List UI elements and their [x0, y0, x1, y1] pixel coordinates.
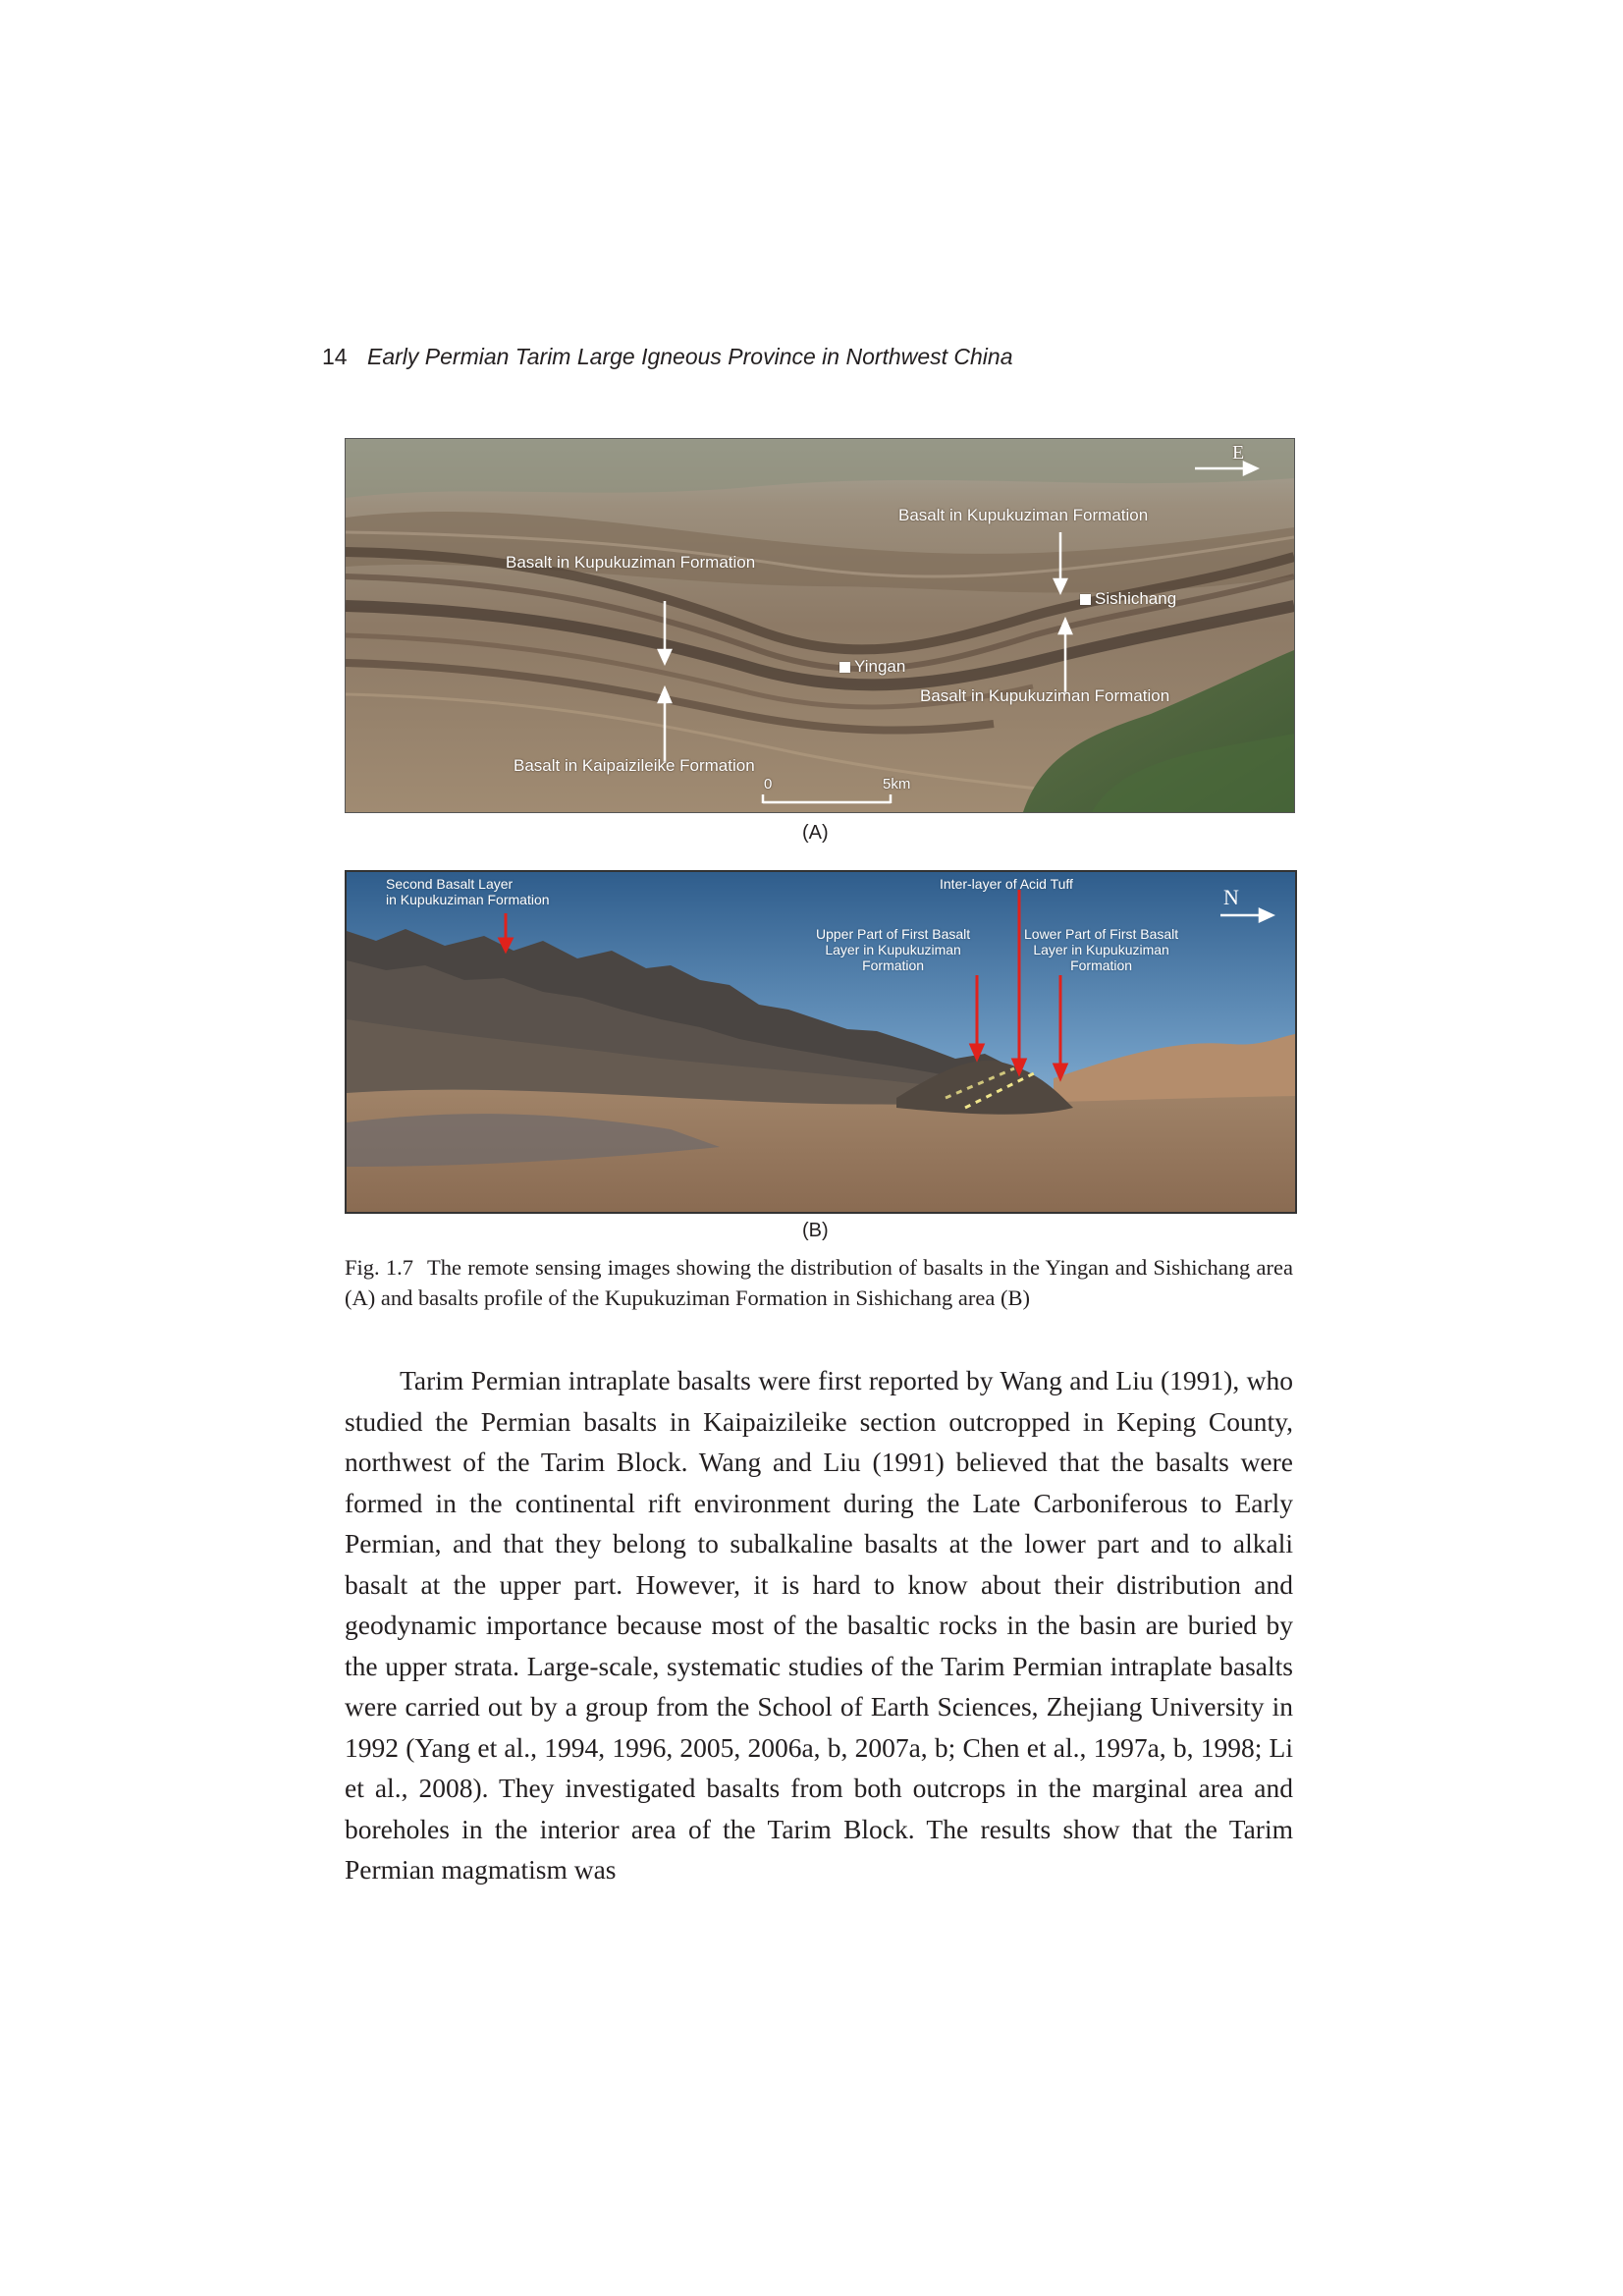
label-yingan: Yingan	[839, 657, 905, 677]
running-head	[322, 344, 1013, 370]
label-kupukuziman-top-right: Basalt in Kupukuziman Formation	[898, 506, 1149, 524]
body-paragraph: Tarim Permian intraplate basalts were first reported by Wang and Liu (1991), who studied the Permian basalts in Kaipaizileike section outcropped in Keping County, northwest of the Tarim Block. Wang and Liu (1991) believed that the basalts were formed in the continental rift environment during the Late Carboniferous to Early Permian, and that they belong to subalkaline basalts at the lower part and to alkali basalt at the upper part. However, it is hard to know about their distribution and geodynamic importance because most of the basaltic rocks in the basin are buried by the upper strata. Large-scale, systematic studies of the Tarim Permian intraplate basalts were carried out by a group from the School of Earth Sciences, Zhejiang University in 1992 (Yang et al., 1994, 1996, 2005, 2006a, b, 2007a, b; Chen et al., 1997a, b, 1998; Li et al., 2008). They investigated basalts from both outcrops in the marginal area and boreholes in the interior area of the Tarim Block. The results show that the Tarim Permian magmatism was	[345, 1365, 1293, 1885]
page-number: 14	[322, 344, 348, 369]
compass-north: N	[1223, 885, 1239, 909]
terrain-image-a	[346, 439, 1294, 812]
label-lower-first-basalt: Lower Part of First Basalt Layer in Kupukuziman Formation	[1024, 926, 1179, 974]
panel-label-a: (A)	[802, 822, 829, 844]
figure-b-field-photo	[345, 870, 1297, 1214]
label-kupukuziman-lower-right: Basalt in Kupukuziman Formation	[920, 686, 1170, 705]
compass-east: E	[1232, 442, 1245, 464]
label-kaipaizileike: Basalt in Kaipaizileike Formation	[514, 756, 755, 775]
label-kupukuziman-left: Basalt in Kupukuziman Formation	[506, 553, 756, 572]
figure-number: Fig. 1.7	[345, 1255, 414, 1280]
label-upper-first-basalt: Upper Part of First Basalt Layer in Kupukuziman Formation	[816, 926, 971, 974]
scale-start: 0	[764, 776, 773, 793]
landscape-photo-b	[347, 872, 1295, 1212]
label-second-basalt-layer: Second Basalt Layer in Kupukuziman Formation	[386, 876, 550, 908]
panel-label-b: (B)	[802, 1220, 829, 1241]
figure-a-remote-sensing-image	[345, 438, 1295, 813]
figure-caption	[345, 1252, 1293, 1313]
caption-text: The remote sensing images showing the distribution of basalts in the Yingan and Sishichang area (A) and basalts profile of the Kupukuziman Formation in Sishichang area (B)	[345, 1255, 1294, 1310]
scale-end: 5km	[883, 776, 911, 793]
book-title: Early Permian Tarim Large Igneous Province in Northwest China	[366, 344, 1013, 369]
label-sishichang: Sishichang	[1080, 589, 1176, 609]
label-acid-tuff: Inter-layer of Acid Tuff	[940, 876, 1073, 892]
